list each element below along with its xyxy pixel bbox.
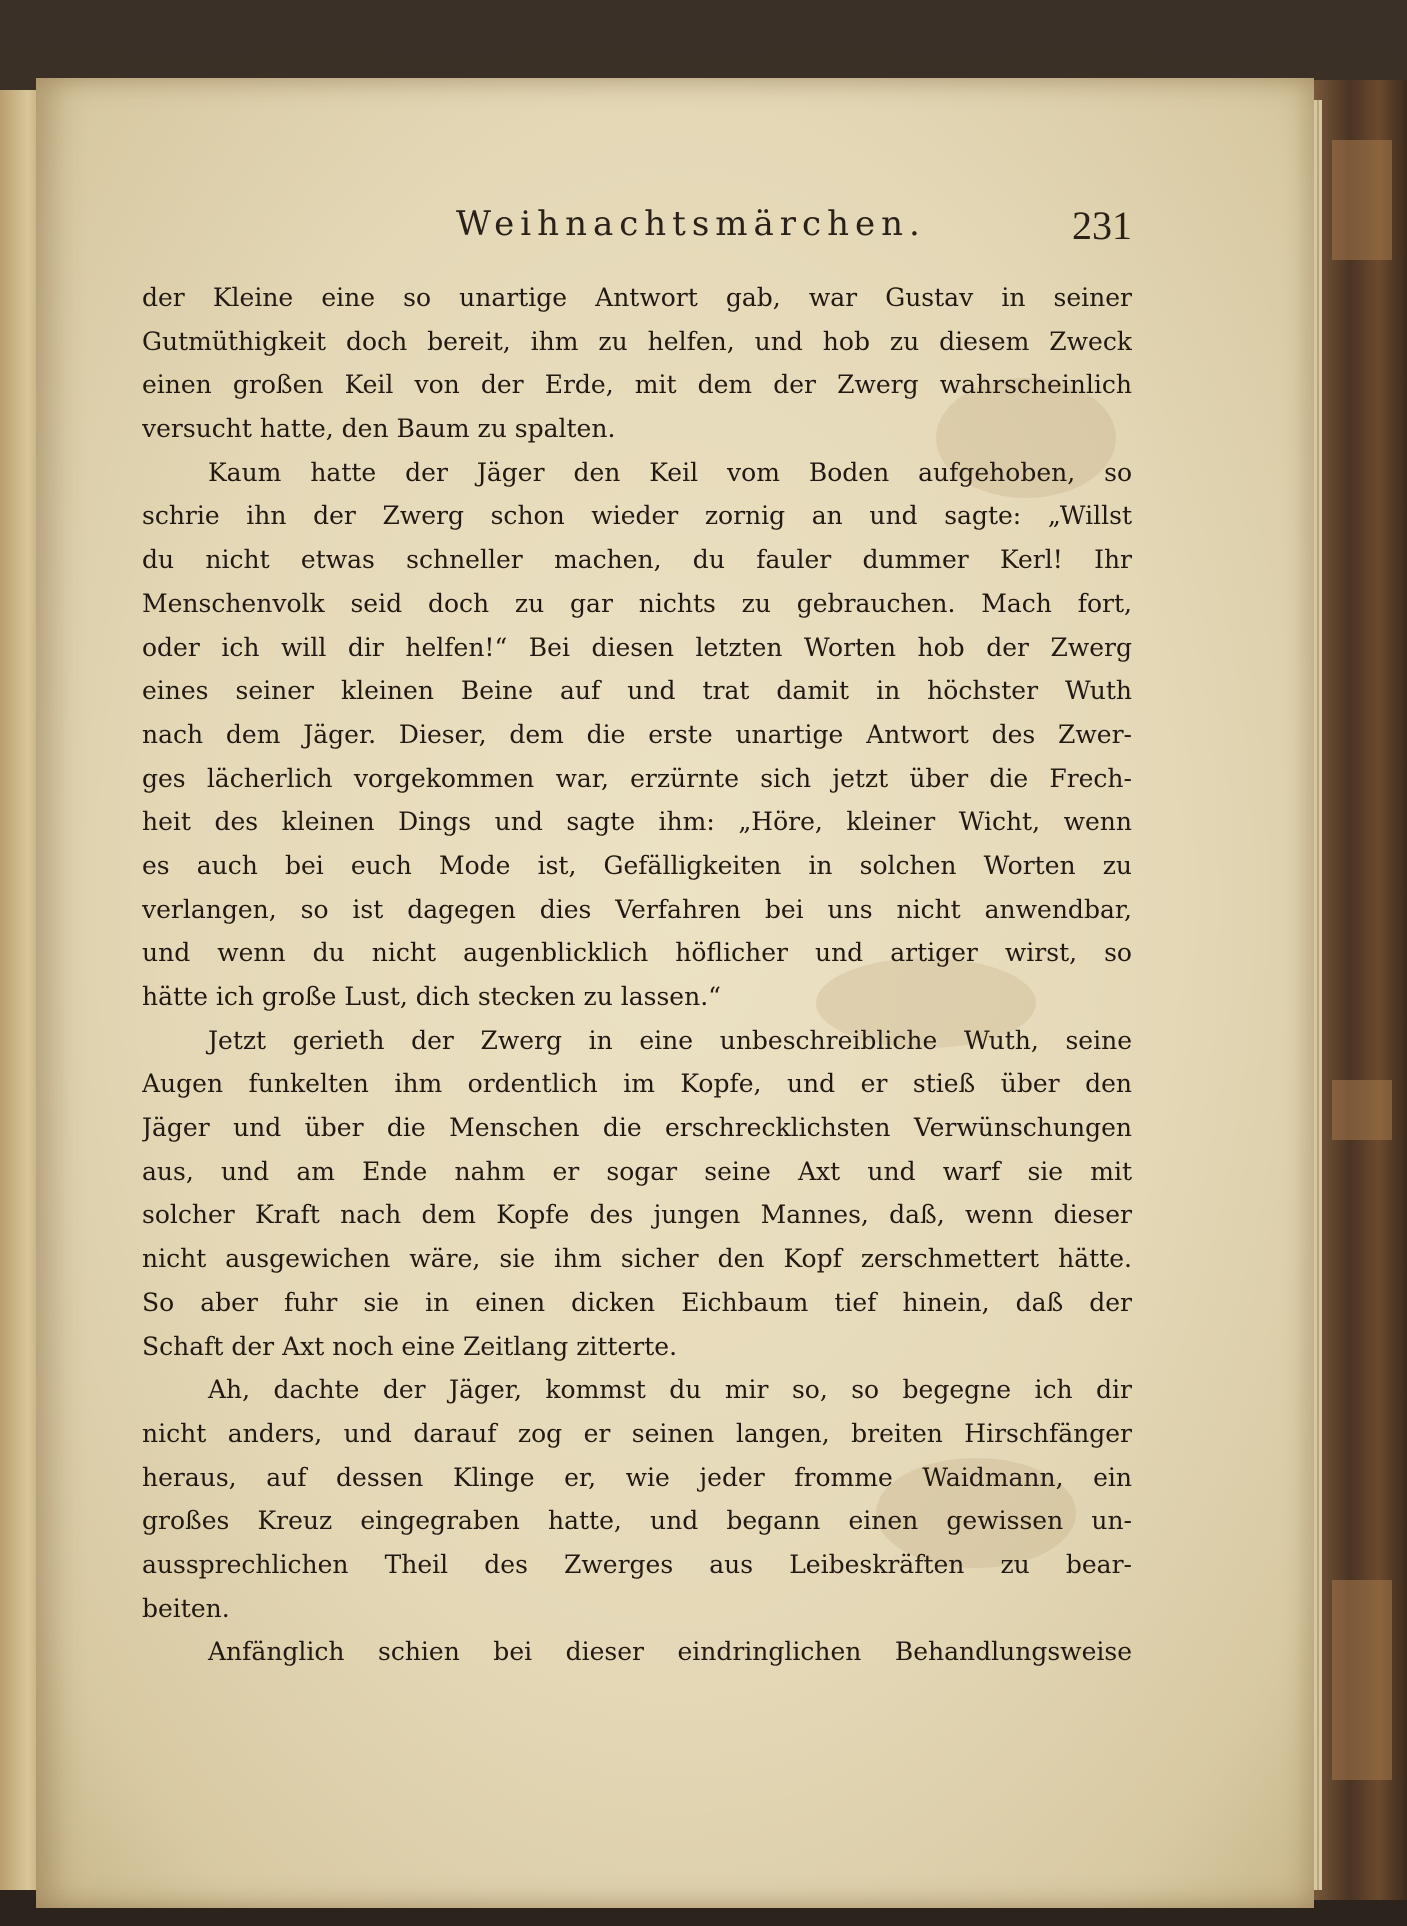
book-page <box>36 78 1314 1908</box>
text-line: oder ich will dir helfen!“ Bei diesen letzten Worten hob der Zwerg <box>142 632 1132 662</box>
text-line: ges lächerlich vorgekommen war, erzürnte sich jetzt über die Frech- <box>142 763 1132 793</box>
text-line: aus, und am Ende nahm er sogar seine Axt und warf sie mit <box>142 1156 1132 1186</box>
text-line: Jäger und über die Menschen die erschrecklichsten Verwünschungen <box>142 1113 1132 1143</box>
text-line: Ah, dachte der Jäger, kommst du mir so, so begegne ich dir <box>208 1375 1132 1405</box>
text-line: der Kleine eine so unartige Antwort gab, war Gustav in seiner <box>142 283 1132 312</box>
text-line: Schaft der Axt noch eine Zeitlang zitterte. <box>142 1331 678 1361</box>
text-line: nach dem Jäger. Dieser, dem die erste unartige Antwort des Zwer- <box>142 719 1132 749</box>
text-line: So aber fuhr sie in einen dicken Eichbaum tief hinein, daß der <box>142 1287 1132 1317</box>
page-number: 231 <box>1072 203 1132 248</box>
text-line: hätte ich große Lust, dich stecken zu lassen.“ <box>142 982 721 1011</box>
text-line: es auch bei euch Mode ist, Gefälligkeiten in solchen Worten zu <box>142 850 1132 880</box>
text-line: verlangen, so ist dagegen dies Verfahren bei uns nicht anwendbar, <box>142 894 1132 924</box>
running-head <box>36 196 1314 256</box>
text-line: Augen funkelten ihm ordentlich im Kopfe, und er stieß über den <box>142 1069 1132 1099</box>
text-line: aussprechlichen Theil des Zwerges aus Leibeskräften zu bear- <box>142 1549 1132 1579</box>
text-line: großes Kreuz eingegraben hatte, und begann einen gewissen un- <box>142 1506 1132 1536</box>
text-line: Menschenvolk seid doch zu gar nichts zu gebrauchen. Mach fort, <box>142 588 1132 618</box>
text-line: Anfänglich schien bei dieser eindringlichen Behandlungsweise <box>208 1637 1132 1667</box>
text-line: eines seiner kleinen Beine auf und trat damit in höchster Wuth <box>142 676 1132 706</box>
text-line: und wenn du nicht augenblicklich höflicher und artiger wirst, so <box>142 938 1132 968</box>
text-line: Jetzt gerieth der Zwerg in eine unbeschreibliche Wuth, seine <box>208 1025 1132 1055</box>
text-line: heit des kleinen Dings und sagte ihm: „Höre, kleiner Wicht, wenn <box>142 807 1132 837</box>
text-line: heraus, auf dessen Klinge er, wie jeder fromme Waidmann, ein <box>142 1462 1132 1492</box>
text-line: du nicht etwas schneller machen, du fauler dummer Kerl! Ihr <box>142 545 1132 575</box>
text-line: Gutmüthigkeit doch bereit, ihm zu helfen, und hob zu diesem Zweck <box>142 326 1132 356</box>
running-title: Weihnachtsmärchen. <box>456 204 926 244</box>
text-line: nicht anders, und darauf zog er seinen langen, breiten Hirschfänger <box>142 1418 1132 1448</box>
text-line: versucht hatte, den Baum zu spalten. <box>142 414 616 444</box>
text-line: Kaum hatte der Jäger den Keil vom Boden aufgehoben, so <box>208 457 1132 487</box>
text-line: einen großen Keil von der Erde, mit dem der Zwerg wahrscheinlich <box>142 370 1132 400</box>
text-line: solcher Kraft nach dem Kopfe des jungen Mannes, daß, wenn dieser <box>142 1200 1132 1230</box>
book-cover-edge <box>1312 80 1407 1900</box>
text-line: nicht ausgewichen wäre, sie ihm sicher den Kopf zerschmettert hätte. <box>142 1244 1132 1274</box>
text-line: schrie ihn der Zwerg schon wieder zornig an und sagte: „Willst <box>142 501 1132 531</box>
text-line: beiten. <box>142 1593 230 1623</box>
body-text <box>142 276 1132 1674</box>
